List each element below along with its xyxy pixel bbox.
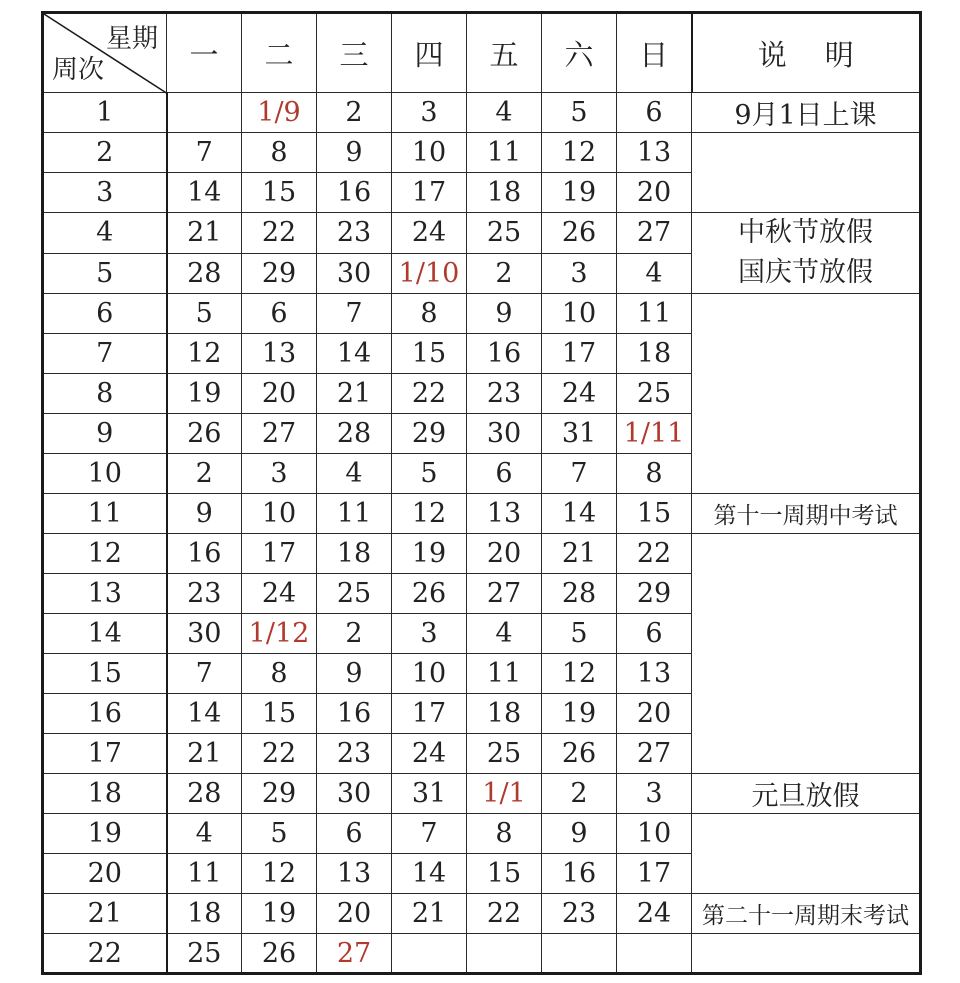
date-cell: 26	[542, 734, 617, 774]
date-cell: 29	[617, 574, 692, 614]
date-cell: 2	[542, 774, 617, 814]
date-cell: 7	[167, 133, 242, 173]
date-cell: 30	[317, 253, 392, 294]
date-cell: 12	[167, 334, 242, 374]
date-cell: 16	[167, 534, 242, 574]
date-cell: 20	[467, 534, 542, 574]
date-cell: 3	[392, 93, 467, 133]
note-cell	[692, 213, 921, 294]
week-number: 14	[43, 614, 167, 654]
note-blank	[692, 814, 921, 894]
note-blank	[692, 534, 921, 774]
date-cell	[167, 93, 242, 133]
date-cell: 11	[317, 494, 392, 534]
date-cell: 10	[617, 814, 692, 854]
date-cell: 12	[542, 133, 617, 173]
date-cell: 19	[242, 894, 317, 934]
note-cell: 第十一周期中考试	[692, 494, 921, 534]
date-cell: 6	[617, 93, 692, 133]
date-cell: 25	[467, 213, 542, 254]
date-cell: 12	[542, 654, 617, 694]
date-cell: 26	[392, 574, 467, 614]
date-cell: 24	[242, 574, 317, 614]
date-cell: 9	[317, 654, 392, 694]
date-cell: 26	[167, 414, 242, 454]
date-cell: 11	[467, 133, 542, 173]
day-header-thu: 四	[392, 13, 467, 93]
date-cell: 8	[392, 294, 467, 334]
date-cell: 23	[467, 374, 542, 414]
date-cell: 14	[542, 494, 617, 534]
date-cell: 17	[617, 854, 692, 894]
date-cell: 3	[392, 614, 467, 654]
date-cell: 23	[317, 213, 392, 254]
date-cell: 17	[242, 534, 317, 574]
date-cell: 25	[617, 374, 692, 414]
date-cell: 18	[467, 173, 542, 213]
date-cell: 24	[392, 734, 467, 774]
date-cell: 27	[617, 213, 692, 254]
date-cell: 8	[617, 454, 692, 494]
date-cell: 14	[392, 854, 467, 894]
date-cell	[617, 934, 692, 974]
date-cell: 13	[317, 854, 392, 894]
week-number: 5	[43, 253, 167, 294]
date-cell: 13	[467, 494, 542, 534]
week-row	[43, 814, 921, 854]
week-row	[43, 294, 921, 334]
date-cell: 28	[317, 414, 392, 454]
date-cell: 23	[542, 894, 617, 934]
week-number: 18	[43, 774, 167, 814]
week-number: 22	[43, 934, 167, 974]
week-number: 9	[43, 414, 167, 454]
date-cell: 5	[167, 294, 242, 334]
date-cell: 17	[392, 694, 467, 734]
date-cell: 19	[392, 534, 467, 574]
date-cell: 27	[242, 414, 317, 454]
date-cell: 16	[317, 694, 392, 734]
date-cell: 22	[242, 213, 317, 254]
corner-cell	[43, 13, 167, 93]
date-cell: 22	[617, 534, 692, 574]
week-number: 6	[43, 294, 167, 334]
date-cell: 12	[392, 494, 467, 534]
date-cell: 8	[242, 654, 317, 694]
week-number: 16	[43, 694, 167, 734]
date-cell: 21	[167, 734, 242, 774]
week-number: 11	[43, 494, 167, 534]
date-cell: 23	[317, 734, 392, 774]
date-cell: 29	[242, 253, 317, 294]
date-cell: 2	[167, 454, 242, 494]
date-cell: 12	[242, 854, 317, 894]
week-row	[43, 934, 921, 974]
date-cell: 15	[242, 173, 317, 213]
date-cell: 23	[167, 574, 242, 614]
corner-week-label: 周次	[52, 55, 105, 85]
date-cell: 15	[467, 854, 542, 894]
date-cell: 4	[467, 614, 542, 654]
date-cell: 14	[317, 334, 392, 374]
date-cell: 24	[392, 213, 467, 254]
date-cell: 24	[617, 894, 692, 934]
note-blank	[692, 294, 921, 494]
date-cell: 2	[317, 93, 392, 133]
date-cell: 7	[542, 454, 617, 494]
date-cell: 8	[242, 133, 317, 173]
date-cell: 16	[542, 854, 617, 894]
date-cell: 14	[167, 694, 242, 734]
week-number: 10	[43, 454, 167, 494]
date-cell: 25	[167, 934, 242, 974]
week-number: 13	[43, 574, 167, 614]
date-cell: 15	[242, 694, 317, 734]
date-cell: 13	[617, 654, 692, 694]
week-number: 12	[43, 534, 167, 574]
date-cell	[467, 934, 542, 974]
date-cell: 5	[242, 814, 317, 854]
notes-header: 说明	[692, 13, 921, 93]
date-cell: 28	[167, 774, 242, 814]
date-cell: 28	[167, 253, 242, 294]
date-cell: 26	[542, 213, 617, 254]
date-cell: 10	[392, 133, 467, 173]
date-cell: 1/10	[392, 253, 467, 294]
date-cell: 4	[167, 814, 242, 854]
date-cell	[542, 934, 617, 974]
day-header-mon: 一	[167, 13, 242, 93]
note-line: 国庆节放假	[738, 257, 873, 288]
date-cell: 3	[242, 454, 317, 494]
date-cell: 9	[542, 814, 617, 854]
week-row	[43, 894, 921, 934]
date-cell: 6	[242, 294, 317, 334]
date-cell: 4	[317, 454, 392, 494]
week-number: 19	[43, 814, 167, 854]
date-cell: 6	[317, 814, 392, 854]
date-cell: 28	[542, 574, 617, 614]
date-cell: 7	[392, 814, 467, 854]
date-cell: 13	[617, 133, 692, 173]
date-cell: 1/9	[242, 93, 317, 133]
note-line: 中秋节放假	[738, 217, 873, 248]
date-cell: 2	[317, 614, 392, 654]
date-cell: 18	[617, 334, 692, 374]
note-cell: 元旦放假	[692, 774, 921, 814]
note-cell: 9月1日上课	[692, 93, 921, 133]
week-number: 17	[43, 734, 167, 774]
date-cell: 16	[467, 334, 542, 374]
date-cell: 29	[392, 414, 467, 454]
note-blank	[692, 934, 921, 974]
day-header-sat: 六	[542, 13, 617, 93]
date-cell: 18	[467, 694, 542, 734]
date-cell	[392, 934, 467, 974]
date-cell: 1/1	[467, 774, 542, 814]
date-cell: 25	[317, 574, 392, 614]
date-cell: 27	[467, 574, 542, 614]
date-cell: 26	[242, 934, 317, 974]
date-cell: 18	[167, 894, 242, 934]
date-cell: 17	[392, 173, 467, 213]
corner-weekday-label: 星期	[105, 24, 158, 54]
date-cell: 20	[617, 694, 692, 734]
day-header-sun: 日	[617, 13, 692, 93]
week-number: 1	[43, 93, 167, 133]
note-cell: 第二十一周期末考试	[692, 894, 921, 934]
week-number: 8	[43, 374, 167, 414]
date-cell: 18	[317, 534, 392, 574]
date-cell: 20	[317, 894, 392, 934]
date-cell: 10	[542, 294, 617, 334]
date-cell: 30	[317, 774, 392, 814]
date-cell: 1/11	[617, 414, 692, 454]
week-row	[43, 133, 921, 173]
date-cell: 15	[392, 334, 467, 374]
date-cell: 10	[392, 654, 467, 694]
date-cell: 21	[542, 534, 617, 574]
date-cell: 17	[542, 334, 617, 374]
date-cell: 22	[242, 734, 317, 774]
date-cell: 10	[242, 494, 317, 534]
date-cell: 31	[392, 774, 467, 814]
week-row	[43, 774, 921, 814]
date-cell: 4	[617, 253, 692, 294]
header-row	[43, 13, 921, 93]
date-cell: 19	[542, 173, 617, 213]
day-header-tue: 二	[242, 13, 317, 93]
week-number: 3	[43, 173, 167, 213]
date-cell: 4	[467, 93, 542, 133]
date-cell: 21	[167, 213, 242, 254]
date-cell: 11	[167, 854, 242, 894]
week-number: 7	[43, 334, 167, 374]
date-cell: 19	[167, 374, 242, 414]
date-cell: 9	[167, 494, 242, 534]
date-cell: 3	[617, 774, 692, 814]
date-cell: 16	[317, 173, 392, 213]
date-cell: 30	[467, 414, 542, 454]
week-row	[43, 93, 921, 133]
week-number: 2	[43, 133, 167, 173]
date-cell: 22	[467, 894, 542, 934]
date-cell: 7	[317, 294, 392, 334]
date-cell: 11	[467, 654, 542, 694]
date-cell: 9	[467, 294, 542, 334]
date-cell: 15	[617, 494, 692, 534]
date-cell: 29	[242, 774, 317, 814]
date-cell: 14	[167, 173, 242, 213]
day-header-wed: 三	[317, 13, 392, 93]
date-cell: 5	[542, 93, 617, 133]
date-cell: 13	[242, 334, 317, 374]
date-cell: 25	[467, 734, 542, 774]
date-cell: 24	[542, 374, 617, 414]
date-cell: 1/12	[242, 614, 317, 654]
date-cell: 27	[617, 734, 692, 774]
week-number: 15	[43, 654, 167, 694]
date-cell: 27	[317, 934, 392, 974]
week-row	[43, 494, 921, 534]
date-cell: 6	[467, 454, 542, 494]
date-cell: 22	[392, 374, 467, 414]
week-row	[43, 534, 921, 574]
week-number: 4	[43, 213, 167, 254]
school-calendar	[41, 11, 919, 973]
date-cell: 21	[317, 374, 392, 414]
date-cell: 7	[167, 654, 242, 694]
date-cell: 31	[542, 414, 617, 454]
week-number: 21	[43, 894, 167, 934]
date-cell: 21	[392, 894, 467, 934]
day-header-fri: 五	[467, 13, 542, 93]
date-cell: 5	[392, 454, 467, 494]
week-number: 20	[43, 854, 167, 894]
date-cell: 6	[617, 614, 692, 654]
date-cell: 19	[542, 694, 617, 734]
date-cell: 20	[242, 374, 317, 414]
date-cell: 3	[542, 253, 617, 294]
date-cell: 20	[617, 173, 692, 213]
date-cell: 30	[167, 614, 242, 654]
week-row	[43, 213, 921, 254]
date-cell: 9	[317, 133, 392, 173]
date-cell: 2	[467, 253, 542, 294]
calendar-table	[41, 11, 922, 975]
date-cell: 11	[617, 294, 692, 334]
date-cell: 8	[467, 814, 542, 854]
date-cell: 5	[542, 614, 617, 654]
note-blank	[692, 133, 921, 213]
